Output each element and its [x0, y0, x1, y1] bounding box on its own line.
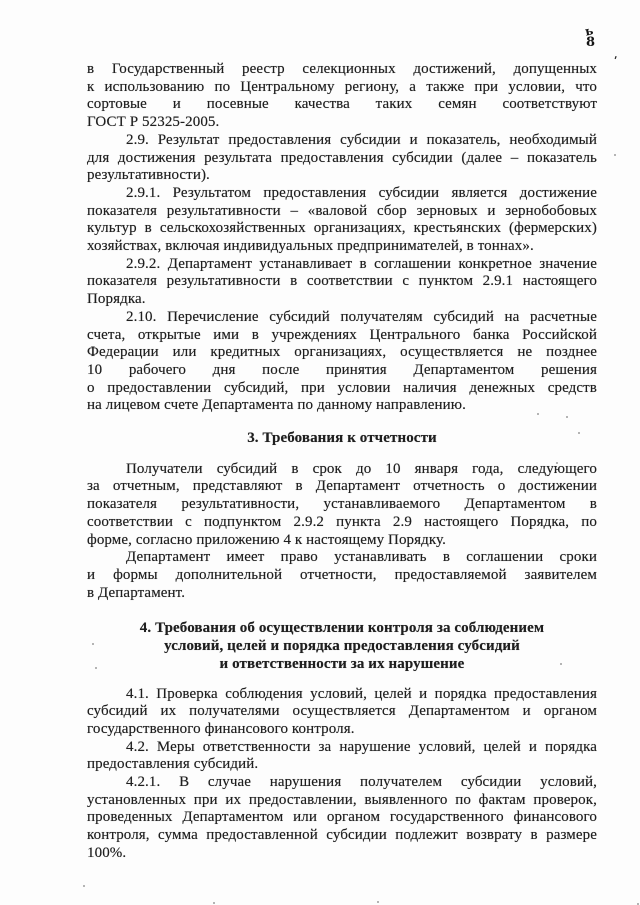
- text-block: [87, 61, 597, 863]
- scan-speck: [95, 667, 97, 669]
- text-line: к использованию по Центральному региону, а также при условии, что: [87, 78, 597, 95]
- handwritten-page-number: 8: [586, 35, 596, 50]
- text-line: 100%.: [87, 844, 127, 861]
- paragraph: [87, 686, 597, 739]
- text-line: Получатели субсидий в срок до 10 января года, следующего: [126, 460, 597, 477]
- text-line: на лицевом счете Департамента по данному направлению.: [87, 397, 466, 414]
- handwritten-tick-mark: ь: [583, 23, 595, 39]
- text-line: счета, открытые ими в учреждениях Центрального банка Российской: [87, 326, 597, 343]
- scan-speck: [213, 902, 215, 904]
- text-line: форме, согласно приложению 4 к настоящему Порядку.: [87, 531, 447, 548]
- paragraph: [87, 256, 597, 309]
- text-line: 4.2.1. В случае нарушения получателем субсидии условий,: [126, 774, 597, 791]
- section-heading: [87, 620, 597, 673]
- text-line: 2.10. Перечисление субсидий получателям субсидий на расчетные: [126, 308, 597, 325]
- text-line: Порядка.: [87, 291, 146, 308]
- text-line: 2.9.1. Результатом предоставления субсидии является достижение: [126, 184, 597, 201]
- text-line: за отчетным, представляют в Департамент отчетность о достижении: [87, 478, 597, 495]
- text-line: сортовые и посевные качества таких семян соответствуют: [87, 96, 597, 113]
- paragraph: [87, 309, 597, 415]
- paragraph: [87, 61, 597, 132]
- scan-speck: [92, 643, 94, 645]
- heading-line: и ответственности за их нарушение: [219, 655, 465, 672]
- text-line: 4.2. Меры ответственности за нарушение условий, целей и порядка: [126, 738, 597, 755]
- text-line: проведенных Департаментом или органом государственного финансового: [87, 809, 597, 826]
- text-line: 2.9. Результат предоставления субсидии и показатель, необходимый: [126, 131, 597, 148]
- text-line: Департамент имеет право устанавливать в соглашении сроки: [126, 549, 597, 566]
- scan-speck: [614, 154, 616, 156]
- text-line: ГОСТ Р 52325-2005.: [87, 114, 220, 131]
- paragraph: [87, 549, 597, 602]
- text-line: установленных при их предоставлении, выявленного по фактам проверок,: [87, 791, 597, 808]
- scan-speck: [556, 462, 558, 464]
- paragraph: [87, 132, 597, 185]
- text-line: культур в сельскохозяйственных организациях, крестьянских (фермерских): [87, 220, 597, 237]
- paragraph: [87, 461, 597, 550]
- stray-ink-mark: ': [611, 53, 619, 68]
- text-line: о предоставлении субсидий, при условии наличия денежных средств: [87, 379, 597, 396]
- paragraph: [87, 185, 597, 256]
- text-line: субсидий их получателями осуществляется Департаментом и органом: [87, 703, 597, 720]
- text-line: предоставления субсидий.: [87, 756, 259, 773]
- section-heading: [87, 430, 597, 448]
- scan-speck: [560, 663, 562, 665]
- heading-line: 3. Требования к отчетности: [247, 430, 437, 447]
- scan-speck: [377, 901, 379, 903]
- scan-speck: [537, 413, 539, 415]
- paragraph: [87, 739, 597, 774]
- scan-speck: [578, 432, 580, 434]
- text-line: контроля, сумма предоставленной субсидии подлежит возврату в размере: [87, 827, 597, 844]
- scan-speck: [566, 416, 568, 418]
- text-line: 10 рабочего дня после принятия Департаментом решения: [87, 361, 597, 378]
- heading-line: 4. Требования об осуществлении контроля за соблюдением: [139, 620, 545, 637]
- paragraph: [87, 774, 597, 863]
- text-line: 2.9.2. Департамент устанавливает в соглашении конкретное значение: [126, 255, 597, 272]
- text-line: показателя результативности – «валовой сбор зерновых и зернобобовых: [87, 202, 597, 219]
- text-line: в Департамент.: [87, 584, 186, 601]
- text-line: результативности).: [87, 167, 210, 184]
- heading-line: условий, целей и порядка предоставления субсидий: [164, 638, 520, 655]
- text-line: и формы дополнительной отчетности, предоставляемой заявителем: [87, 566, 597, 583]
- text-line: показателя результативности в соответствии с пунктом 2.9.1 настоящего: [87, 273, 597, 290]
- text-line: для достижения результата предоставления субсидии (далее – показатель: [87, 149, 597, 166]
- scan-speck: [83, 885, 85, 887]
- text-line: Федерации или кредитных организациях, осуществляется не позднее: [87, 344, 597, 361]
- text-line: хозяйствах, включая индивидуальных предпринимателей, в тоннах».: [87, 238, 534, 255]
- text-line: 4.1. Проверка соблюдения условий, целей и порядка предоставления: [126, 685, 597, 702]
- text-line: в Государственный реестр селекционных достижений, допущенных: [87, 61, 597, 77]
- text-line: соответствии с подпунктом 2.9.2 пункта 2.9 настоящего Порядка, по: [87, 513, 597, 530]
- text-line: показателя результативности, устанавливаемого Департаментом в: [87, 496, 597, 513]
- text-line: государственного финансового контроля.: [87, 720, 355, 737]
